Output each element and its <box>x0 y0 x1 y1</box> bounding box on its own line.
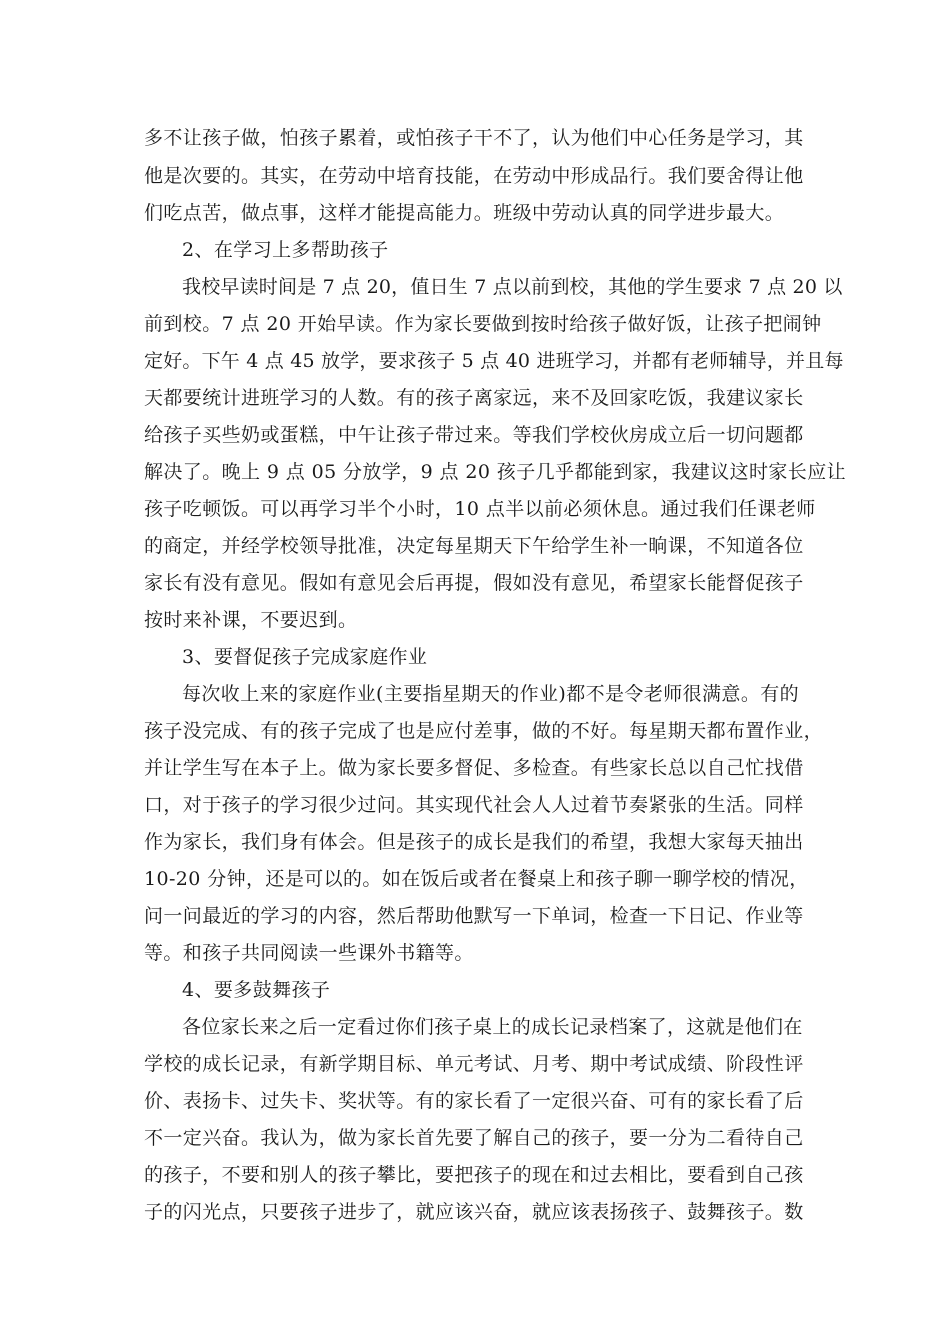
text-line: 不一定兴奋。我认为，做为家长首先要了解自己的孩子，要一分为二看待自己 <box>144 1127 804 1149</box>
text-line: 们吃点苦，做点事，这样才能提高能力。班级中劳动认真的同学进步最大。 <box>144 202 785 224</box>
text-line: 定好。下午 4 点 45 放学，要求孩子 5 点 40 进班学习，并都有老师辅导，并且每 <box>144 350 844 372</box>
text-line: 等。和孩子共同阅读一些课外书籍等。 <box>144 942 474 964</box>
text-line: 我校早读时间是 7 点 20，值日生 7 点以前到校，其他的学生要求 7 点 20 以 <box>182 276 843 298</box>
text-line: 孩子吃顿饭。可以再学习半个小时，10 点半以前必须休息。通过我们任课老师 <box>144 498 816 520</box>
text-line: 家长有没有意见。假如有意见会后再提，假如没有意见，希望家长能督促孩子 <box>144 572 804 594</box>
text-line: 每次收上来的家庭作业(主要指星期天的作业)都不是令老师很满意。有的 <box>182 683 800 705</box>
text-line: 问一问最近的学习的内容，然后帮助他默写一下单词，检查一下日记、作业等 <box>144 905 804 927</box>
section-heading: 2、在学习上多帮助孩子 <box>182 239 389 261</box>
text-line: 孩子没完成、有的孩子完成了也是应付差事，做的不好。每星期天都布置作业， <box>144 720 824 742</box>
text-line: 多不让孩子做，怕孩子累着，或怕孩子干不了，认为他们中心任务是学习，其 <box>144 127 804 149</box>
section-heading: 3、要督促孩子完成家庭作业 <box>182 646 428 668</box>
text-line: 他是次要的。其实，在劳动中培育技能，在劳动中形成品行。我们要舍得让他 <box>144 165 804 187</box>
text-line: 给孩子买些奶或蛋糕，中午让孩子带过来。等我们学校伙房成立后一切问题都 <box>144 424 804 446</box>
text-line: 10-20 分钟，还是可以的。如在饭后或者在餐桌上和孩子聊一聊学校的情况， <box>144 868 809 890</box>
text-line: 口，对于孩子的学习很少过问。其实现代社会人人过着节奏紧张的生活。同样 <box>144 794 804 816</box>
text-line: 解决了。晚上 9 点 05 分放学，9 点 20 孩子几乎都能到家，我建议这时家长应让 <box>144 461 847 483</box>
text-line: 子的闪光点，只要孩子进步了，就应该兴奋，就应该表扬孩子、鼓舞孩子。数 <box>144 1201 804 1223</box>
text-line: 并让学生写在本子上。做为家长要多督促、多检查。有些家长总以自己忙找借 <box>144 757 804 779</box>
text-line: 作为家长，我们身有体会。但是孩子的成长是我们的希望，我想大家每天抽出 <box>144 831 804 853</box>
text-line: 前到校。7 点 20 开始早读。作为家长要做到按时给孩子做好饭，让孩子把闹钟 <box>144 313 822 335</box>
text-line: 价、表扬卡、过失卡、奖状等。有的家长看了一定很兴奋、可有的家长看了后 <box>144 1090 804 1112</box>
text-line: 的孩子，不要和别人的孩子攀比，要把孩子的现在和过去相比，要看到自己孩 <box>144 1164 804 1186</box>
text-line: 天都要统计进班学习的人数。有的孩子离家远，来不及回家吃饭，我建议家长 <box>144 387 804 409</box>
text-line: 学校的成长记录，有新学期目标、单元考试、月考、期中考试成绩、阶段性评 <box>144 1053 804 1075</box>
section-heading: 4、要多鼓舞孩子 <box>182 979 331 1001</box>
text-line: 各位家长来之后一定看过你们孩子桌上的成长记录档案了，这就是他们在 <box>182 1016 803 1038</box>
text-line: 的商定，并经学校领导批准，决定每星期天下午给学生补一晌课，不知道各位 <box>144 535 804 557</box>
text-line: 按时来补课，不要迟到。 <box>144 609 358 631</box>
